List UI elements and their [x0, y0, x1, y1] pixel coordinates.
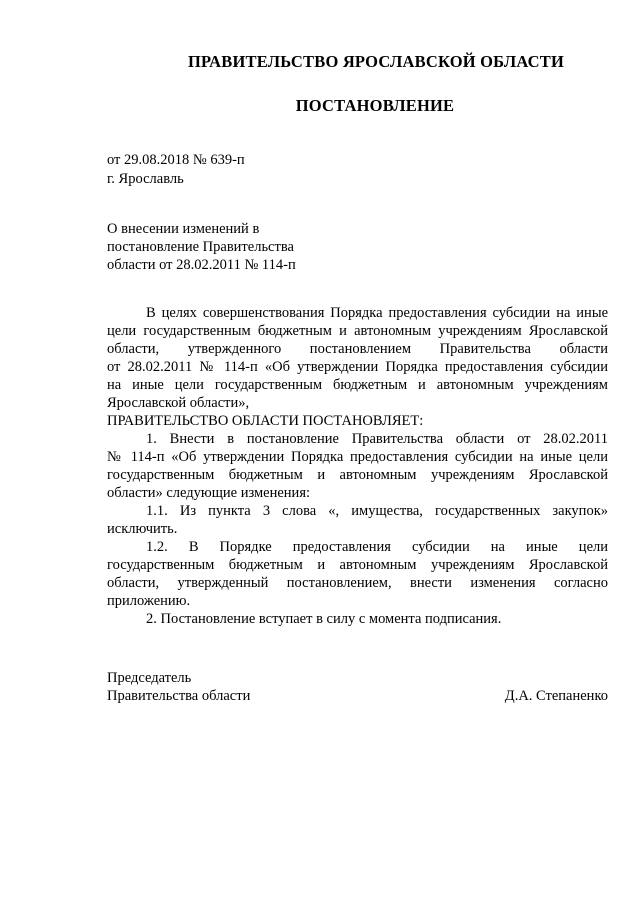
body-line: Ярославской области», [107, 395, 250, 411]
body-line: 1.1. Из пункта 3 слова «, имущества, государственных закупок» [146, 503, 608, 519]
body-line: государственным бюджетным и автономным учреждениям Ярославской [107, 557, 608, 573]
body-line: области» следующие изменения: [107, 485, 311, 501]
body-line: исключить. [107, 521, 178, 537]
document-subject [107, 220, 296, 274]
subject-line: О внесении изменений в [107, 221, 260, 237]
body-line: на иные цели государственным бюджетным и автономным учреждениям [107, 377, 608, 393]
subject-line: области от 28.02.2011 № 114-п [107, 257, 296, 273]
organization-heading: ПРАВИТЕЛЬСТВО ЯРОСЛАВСКОЙ ОБЛАСТИ [187, 52, 565, 71]
signature-title-row [107, 669, 608, 687]
body-line: цели государственным бюджетным и автономным учреждениям Ярославской [107, 323, 608, 339]
body-line: 1. Внести в постановление Правительства области от 28.02.2011 [146, 431, 608, 447]
body-line: области, утвержденного постановлением Правительства области [107, 341, 608, 357]
body-line: приложению. [107, 593, 191, 609]
document-type-heading: ПОСТАНОВЛЕНИЕ [295, 96, 455, 115]
preamble-paragraph [107, 304, 608, 412]
signatory-title: Председатель [107, 670, 192, 686]
date-number: от 29.08.2018 № 639-п [107, 152, 245, 168]
signatory-title-line2: Правительства области [107, 688, 251, 704]
body-line: области, утвержденный постановлением, внести изменения согласно [107, 575, 608, 591]
item-1-1 [107, 502, 608, 538]
decree-line: ПРАВИТЕЛЬСТВО ОБЛАСТИ ПОСТАНОВЛЯЕТ: [107, 413, 424, 429]
body-line: от 28.02.2011 № 114-п «Об утверждении Порядка предоставления субсидии [107, 359, 608, 375]
city: г. Ярославль [107, 171, 184, 187]
body-line: В целях совершенствования Порядка предоставления субсидии на иные [146, 305, 608, 321]
item-1 [107, 430, 608, 502]
body-line: № 114-п «Об утверждении Порядка предоставления субсидии на иные цели [107, 449, 608, 465]
signature-block [107, 669, 608, 705]
signature-name-row [107, 687, 608, 705]
signatory-name: Д.А. Степаненко [504, 688, 608, 704]
body-line: государственным бюджетным и автономным учреждениям Ярославской [107, 467, 608, 483]
body-line: 1.2. В Порядке предоставления субсидии на иные цели [146, 539, 608, 555]
item-2: 2. Постановление вступает в силу с момента подписания. [146, 611, 502, 627]
document-body [107, 304, 608, 628]
item-1-2 [107, 538, 608, 610]
subject-line: постановление Правительства [107, 239, 294, 255]
